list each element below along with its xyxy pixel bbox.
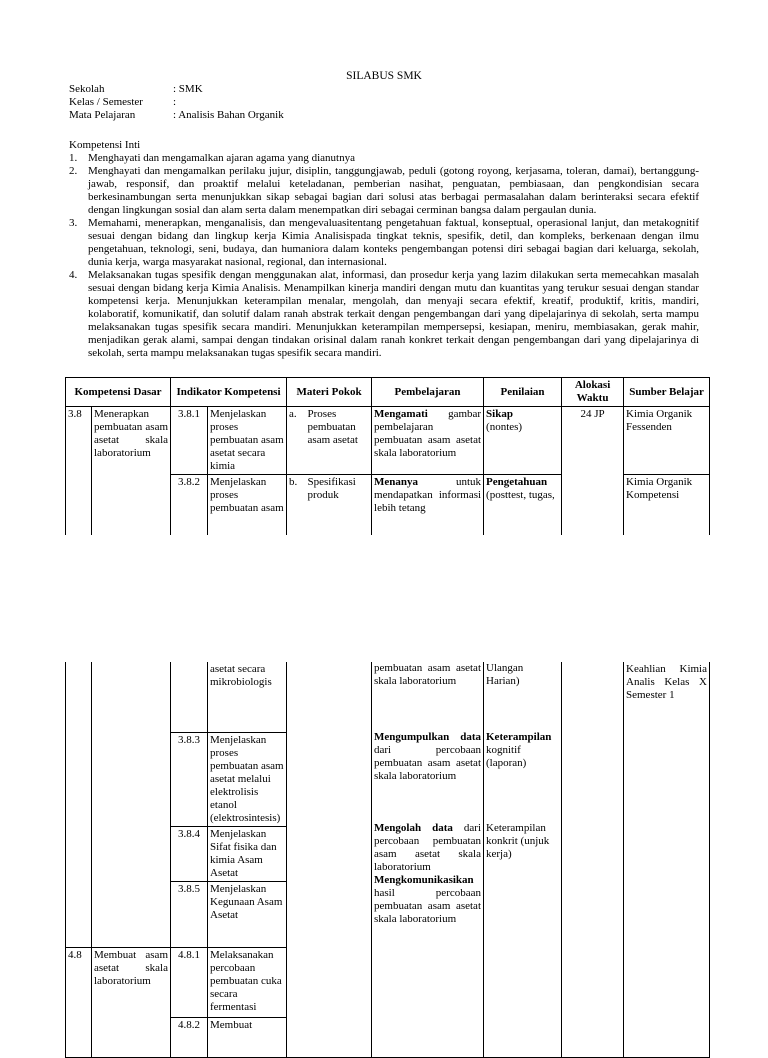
indikator-text: Menjelaskan proses pembuatan asam asetat melalui elektrolisis etanol (elektrosintesis) xyxy=(208,732,287,826)
meta-row-kelas xyxy=(69,96,176,109)
pembelajaran-keyword: Mengamati xyxy=(374,408,428,420)
pembelajaran-detail: dari percobaan pembuatan asam asetat skala laboratorium xyxy=(374,744,481,782)
penilaian-col xyxy=(484,662,562,1057)
pembelajaran-mengkomunikasikan xyxy=(374,874,481,926)
penilaian-keyword: Keterampilan xyxy=(486,731,552,743)
header-kompetensi-dasar: Kompetensi Dasar xyxy=(66,378,171,407)
kompetensi-inti-heading: Kompetensi Inti xyxy=(69,139,141,151)
materi-letter-cont xyxy=(287,662,306,1057)
penilaian-pengetahuan-cont: Ulangan Harian) xyxy=(486,662,524,687)
header-indikator: Indikator Kompetensi xyxy=(171,378,287,407)
penilaian-detail: kognitif (laporan) xyxy=(486,744,527,769)
ki-text: Melaksanakan tugas spesifik dengan menggunakan alat, informasi, dan prosedur kerja yang lazim dilakukan serta memecahkan masalah sesuai dengan bidang kerja Kimia Analisis. Menampilkan kinerja mandiri dengan mutu dan kuantitas yang terukur sesuai dengan standar kompetensi kerja. Menunjukkan keterampilan menalar, mengolah, dan menyaji secara efektif, kreatif, produktif, kritis, mandiri, kolaboratif, komunikatif, dan solutif dalam ranah abstrak terkait dengan pengembangan dari yang dipelajarinya di sekolah, serta mampu melaksanakan tugas spesifik secara mandiri. Menunjukkan keterampilan mempersepsi, kesiapan, meniru, membiasakan, gerak mahir, menjadikan gerak alami, sampai dengan tindakan orisinal dalam ranah konkret terkait dengan pengembangan dari yang dipelajarinya di sekolah, serta mampu melaksanakan tugas spesifik secara mandiri. xyxy=(88,269,699,359)
ki-item-4 xyxy=(69,269,699,360)
penilaian-pengetahuan xyxy=(484,475,562,535)
materi-letter: b. xyxy=(287,475,306,535)
indikator-number: 3.8.3 xyxy=(171,732,208,826)
pembelajaran-col xyxy=(372,662,484,1057)
meta-label: Kelas / Semester xyxy=(69,96,143,108)
indikator-number: 3.8.5 xyxy=(171,881,208,947)
header-materi-pokok: Materi Pokok xyxy=(287,378,372,407)
indikator-text: Menjelaskan proses pembuatan asam xyxy=(208,475,287,535)
indikator-text: Melaksanakan percobaan pembuatan cuka secara fermentasi xyxy=(208,947,287,1017)
pembelajaran-mengolah xyxy=(374,822,481,874)
kd-text-cont xyxy=(92,662,171,947)
materi-text-cont xyxy=(306,662,372,1057)
ki-number: 2. xyxy=(69,165,78,177)
header-pembelajaran: Pembelajaran xyxy=(372,378,484,407)
ki-text: Memahami, menerapkan, menganalisis, dan mengevaluasitentang pengetahuan faktual, konseptual, operasional lanjut, dan metakognitif sesuai dengan bidang dan lingkup kerja Kimia Analisispada tingkat teknis, spesifik, detil, dan kompleks, berkenaan dengan ilmu pengetahuan, teknologi, seni, budaya, dan humaniora dalam konteks pengembangan potensi diri sebagai bagian dari keluarga, sekolah, dunia kerja, warga masyarakat nasional, regional, dan internasional. xyxy=(88,217,699,268)
indikator-text: Membuat xyxy=(208,1017,287,1057)
indikator-number: 3.8.2 xyxy=(171,475,208,535)
ki-text: Menghayati dan mengamalkan ajaran agama yang dianutnya xyxy=(88,152,355,164)
penilaian-keyword: Pengetahuan xyxy=(486,476,548,488)
ki-item-2 xyxy=(69,165,699,217)
page-title: SILABUS SMK xyxy=(346,70,422,82)
materi-text: Spesifikasi produk xyxy=(306,475,372,535)
meta-value: : xyxy=(173,96,177,108)
indikator-number: 4.8.2 xyxy=(171,1017,208,1057)
meta-label: Mata Pelajaran xyxy=(69,109,136,121)
penilaian-detail: (posttest, tugas, xyxy=(486,489,555,501)
indikator-number: 4.8.1 xyxy=(171,947,208,1017)
sumber-belajar: Keahlian Kimia Analis Kelas X Semester 1 xyxy=(624,662,710,1057)
silabus-table-part-2 xyxy=(65,662,709,1031)
penilaian-keterampilan xyxy=(486,731,559,822)
header-sumber: Sumber Belajar xyxy=(624,378,710,407)
ki-number: 1. xyxy=(69,152,78,164)
pembelajaran-keyword: Mengkomunikasikan xyxy=(374,874,474,886)
pembelajaran-menanya-cont: pembuatan asam asetat skala laboratorium xyxy=(374,662,481,687)
kd-text: Menerapkan pembuatan asam asetat skala laboratorium xyxy=(92,407,171,535)
meta-row-mapel xyxy=(69,109,284,122)
pembelajaran-mengamati xyxy=(372,407,484,475)
pembelajaran-mengumpulkan xyxy=(374,731,481,822)
silabus-table-part-1 xyxy=(65,377,709,512)
meta-row-sekolah xyxy=(69,83,203,96)
pembelajaran-keyword: Mengolah data xyxy=(374,822,453,834)
pembelajaran-menanya xyxy=(372,475,484,535)
header-alokasi: Alokasi Waktu xyxy=(562,378,624,407)
kd-number: 4.8 xyxy=(66,947,92,1057)
meta-value: : SMK xyxy=(173,83,203,95)
indikator-text: asetat secara mikrobiologis xyxy=(208,662,287,732)
pembelajaran-keyword: Mengumpulkan data xyxy=(374,731,481,743)
materi-text: Proses pembuatan asam asetat xyxy=(306,407,372,475)
indikator-text: Menjelaskan Kegunaan Asam Asetat xyxy=(208,881,287,947)
materi-letter: a. xyxy=(287,407,306,475)
pembelajaran-detail: gambar pembelajaran pembuatan asam asetat skala laboratorium xyxy=(374,408,482,459)
pembelajaran-keyword: Menanya xyxy=(374,476,419,488)
kd-text: Membuat asam asetat skala laboratorium xyxy=(92,947,171,1057)
indikator-text: Menjelaskan proses pembuatan asam asetat secara kimia xyxy=(208,407,287,475)
alokasi-waktu-cont xyxy=(562,662,624,1057)
penilaian-keterampilan-konkrit: Keterampilan konkrit (unjuk kerja) xyxy=(486,822,550,860)
ki-item-3 xyxy=(69,217,699,269)
pembelajaran-detail: dari percobaan pembuatan asam asetat skala laboratorium xyxy=(374,822,481,873)
meta-label: Sekolah xyxy=(69,83,105,95)
ki-number: 4. xyxy=(69,269,78,281)
meta-value: : Analisis Bahan Organik xyxy=(173,109,284,121)
pembelajaran-detail: untuk mendapatkan informasi lebih tetang xyxy=(374,476,482,514)
alokasi-waktu: 24 JP xyxy=(562,407,624,535)
pembelajaran-detail: hasil percobaan pembuatan asam asetat skala laboratorium xyxy=(374,887,481,925)
sumber-belajar: Kimia Organik Kompetensi xyxy=(624,475,710,535)
kd-number-cont xyxy=(66,662,92,947)
ki-number: 3. xyxy=(69,217,78,229)
indikator-text: Menjelaskan Sifat fisika dan kimia Asam Asetat xyxy=(208,826,287,881)
indikator-number: 3.8.4 xyxy=(171,826,208,881)
indikator-number-cont xyxy=(171,662,208,732)
ki-item-1 xyxy=(69,152,699,165)
penilaian-sikap xyxy=(484,407,562,475)
penilaian-keyword: Sikap xyxy=(486,408,513,420)
indikator-number: 3.8.1 xyxy=(171,407,208,475)
sumber-belajar: Kimia Organik Fessenden xyxy=(624,407,710,475)
penilaian-detail: (nontes) xyxy=(486,421,523,433)
header-penilaian: Penilaian xyxy=(484,378,562,407)
kd-number: 3.8 xyxy=(66,407,92,535)
ki-text: Menghayati dan mengamalkan perilaku jujur, disiplin, tanggungjawab, peduli (gotong royong, kerjasama, toleran, damai), bertanggung-jawab, responsif, dan proaktif melalui keteladanan, pemberian nasihat, penguatan, pembiasaan, dan pengkondisian secara berkesinambungan serta menunjukkan sikap sebagai bagian dari solusi atas berbagai permasalahan dalam berinteraksi secara efektif dengan lingkungan sosial dan alam serta dalam menempatkan diri sebagai cerminan bangsa dalam pergaulan dunia. xyxy=(88,165,699,216)
